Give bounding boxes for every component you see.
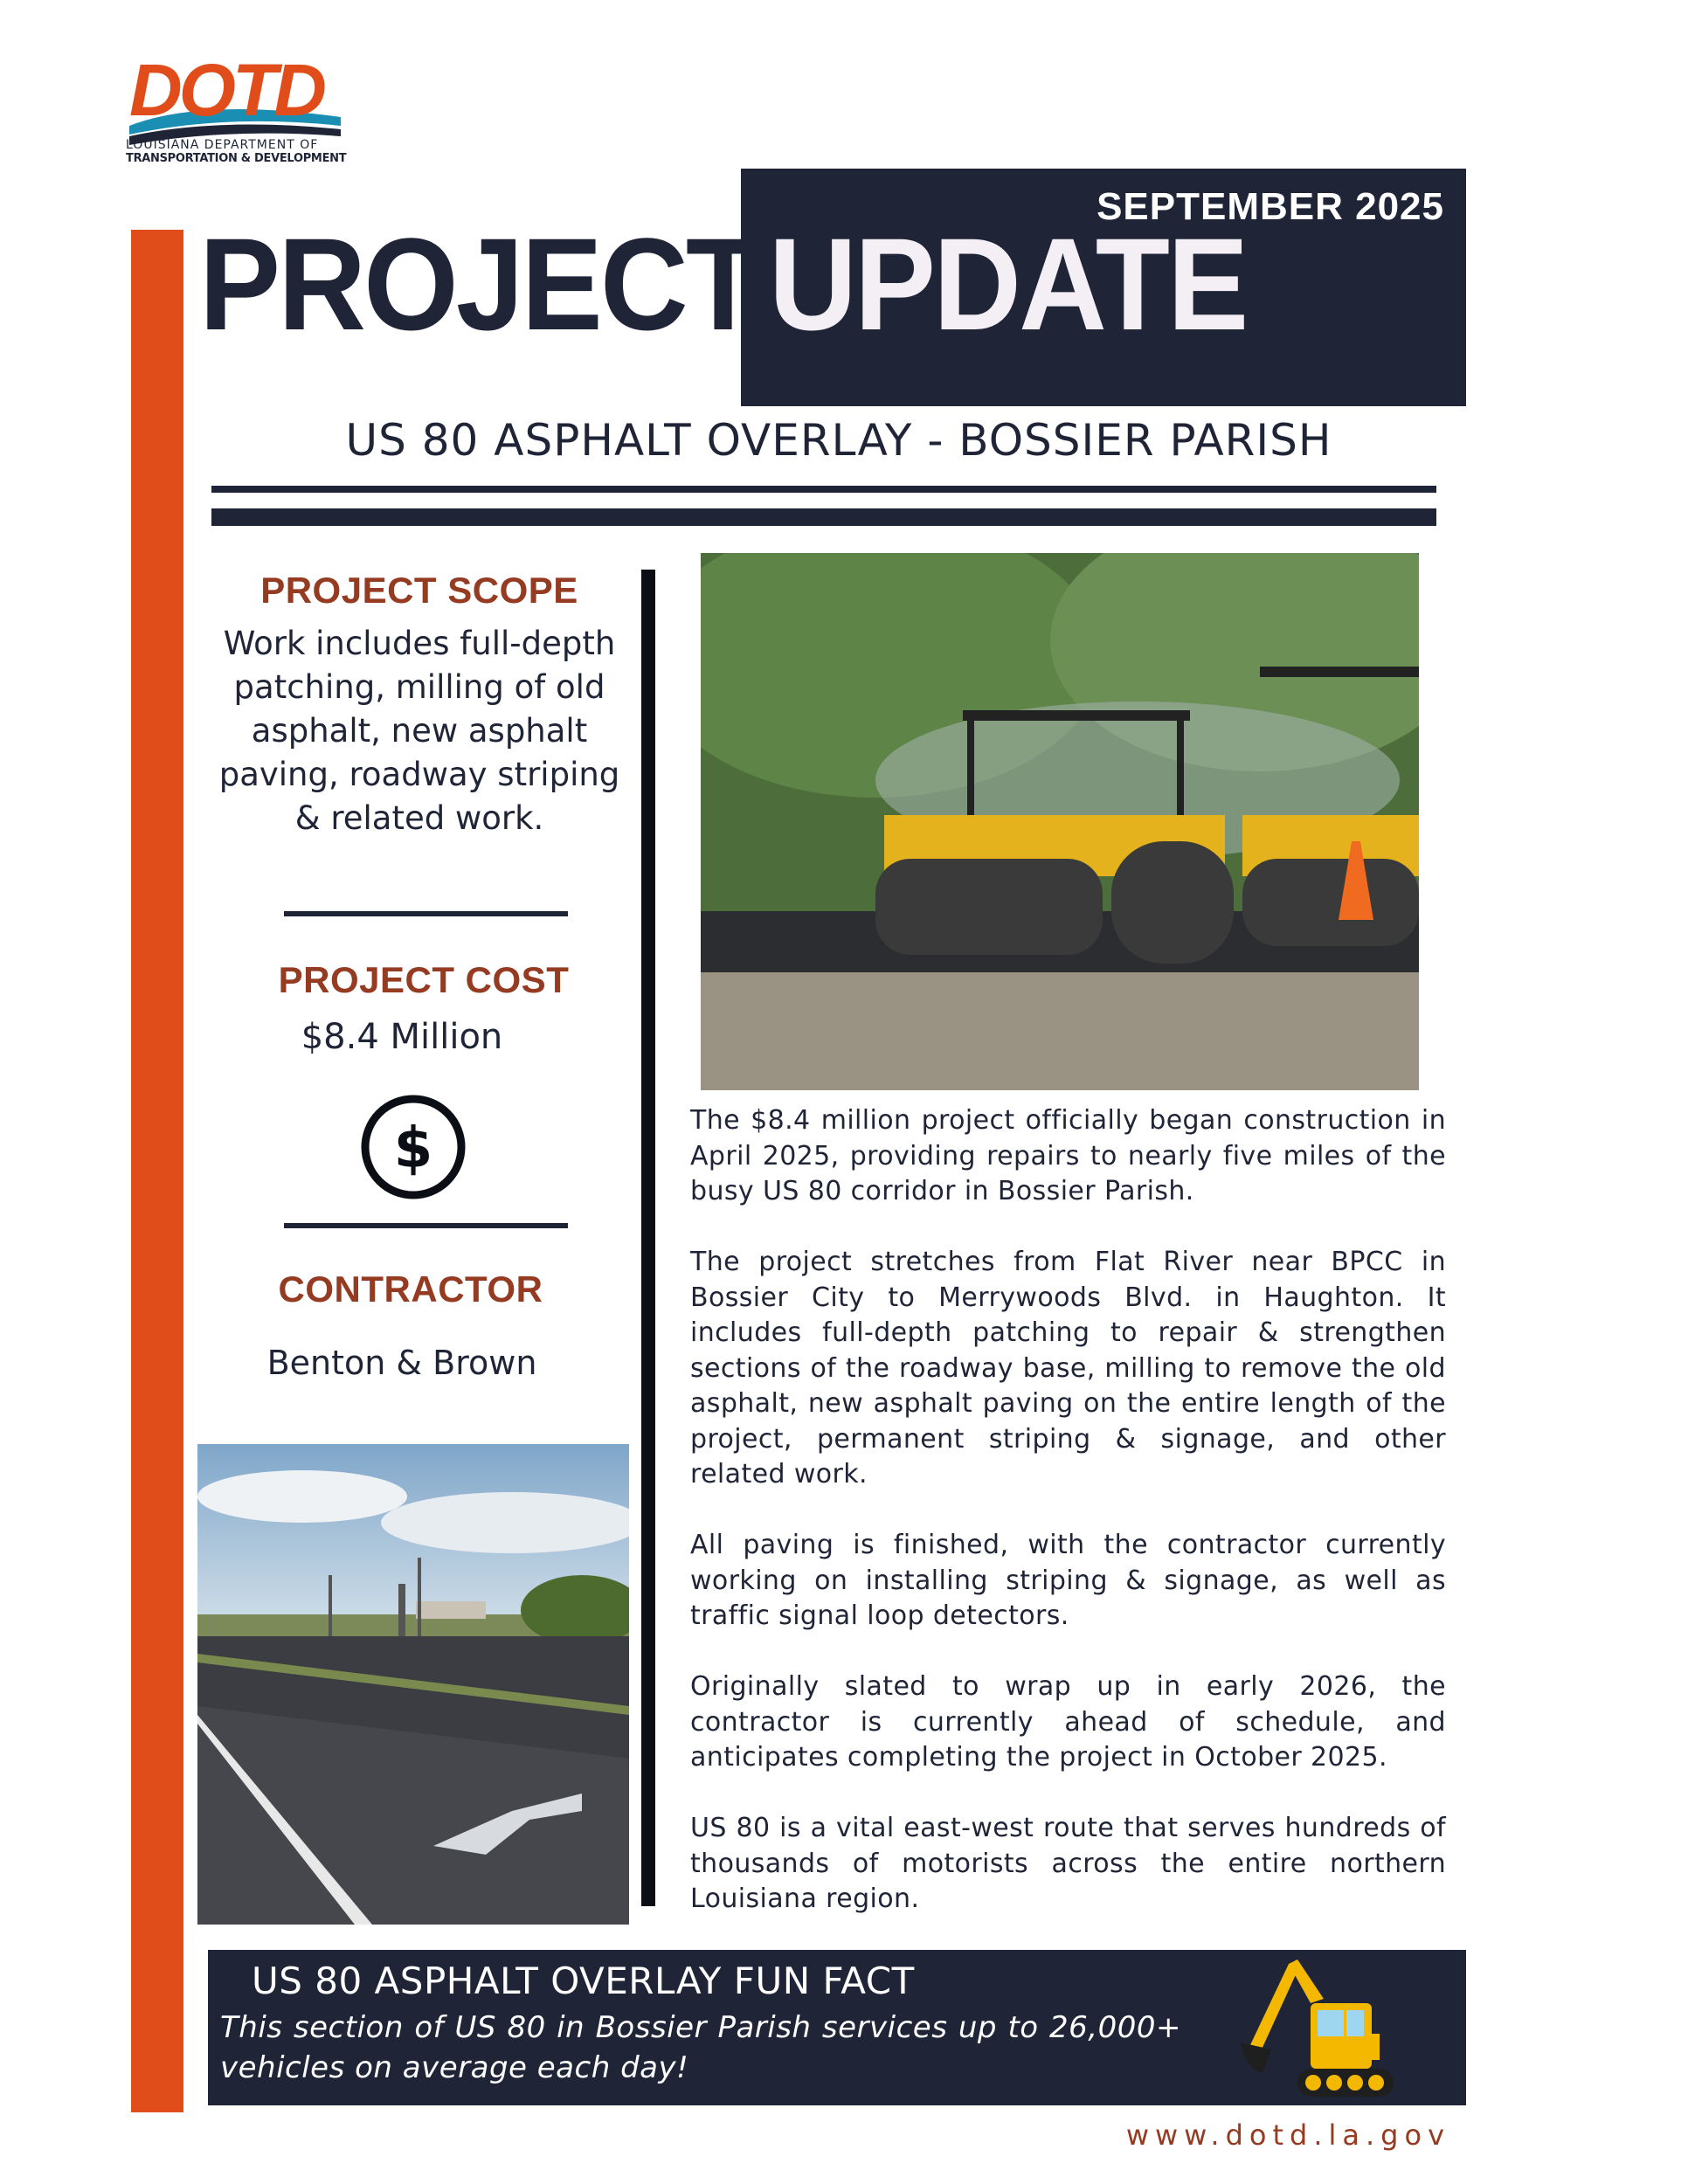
article-paragraph: Originally slated to wrap up in early 2026, the contractor is currently ahead of schedule, and anticipates completing the project in October 2025. xyxy=(690,1671,1446,1773)
accent-side-bar xyxy=(131,230,183,2112)
scope-heading: PROJECT SCOPE xyxy=(260,570,578,611)
road-photo xyxy=(197,1444,629,1925)
header-rule-thin xyxy=(211,486,1436,493)
scope-text: Work includes full-depth patching, milling of old asphalt, new asphalt paving, roadway striping & related work. xyxy=(218,625,620,837)
excavator-icon xyxy=(1228,1955,1402,2104)
article-paragraph: US 80 is a vital east-west route that serves hundreds of thousands of motorists across the entire northern Louisiana region. xyxy=(690,1813,1446,1914)
logo-subtitle-line1: LOUISIANA DEPARTMENT OF xyxy=(126,138,319,152)
title-project: PROJECT xyxy=(199,211,758,357)
issue-date: SEPTEMBER 2025 xyxy=(1097,185,1444,228)
sidebar-divider xyxy=(284,911,568,916)
project-subtitle: US 80 ASPHALT OVERLAY - BOSSIER PARISH xyxy=(345,415,1332,466)
fun-fact-text: This section of US 80 in Bossier Parish services up to 26,000+ vehicles on average each day! xyxy=(220,2010,1181,2085)
cost-value: $8.4 Million xyxy=(301,1017,503,1057)
contractor-name: Benton & Brown xyxy=(266,1344,537,1382)
sidebar-divider xyxy=(284,1223,568,1228)
logo-subtitle-line2: TRANSPORTATION & DEVELOPMENT xyxy=(126,152,347,165)
svg-text:$: $ xyxy=(393,1116,433,1181)
column-divider xyxy=(641,570,655,1906)
contractor-heading: CONTRACTOR xyxy=(278,1268,543,1310)
article-paragraph: The $8.4 million project officially began construction in April 2025, providing repairs to nearly five miles of the busy US 80 corridor in Bossier Parish. xyxy=(690,1105,1446,1206)
header-rule-thick xyxy=(211,508,1436,526)
fun-fact-title: US 80 ASPHALT OVERLAY FUN FACT xyxy=(252,1959,915,2002)
article-body xyxy=(690,1103,1446,1952)
logo-wordmark: DOTD xyxy=(129,49,323,131)
title-update: UPDATE xyxy=(769,211,1247,357)
rollers-photo xyxy=(701,553,1419,1090)
dollar-icon xyxy=(358,1092,468,1202)
cost-heading: PROJECT COST xyxy=(278,959,570,1000)
article-paragraph: All paving is finished, with the contractor currently working on installing striping & signage, as well as traffic signal loop detectors. xyxy=(690,1530,1446,1631)
website-link[interactable]: www.dotd.la.gov xyxy=(1125,2118,1450,2152)
article-paragraph: The project stretches from Flat River near BPCC in Bossier City to Merrywoods Blvd. in Haughton. It includes full-depth patching to repair & strengthen sections of the roadway base, milling to remove the old asphalt, new asphalt paving on the entire length of the project, permanent striping & signage, and other related work. xyxy=(690,1247,1446,1489)
